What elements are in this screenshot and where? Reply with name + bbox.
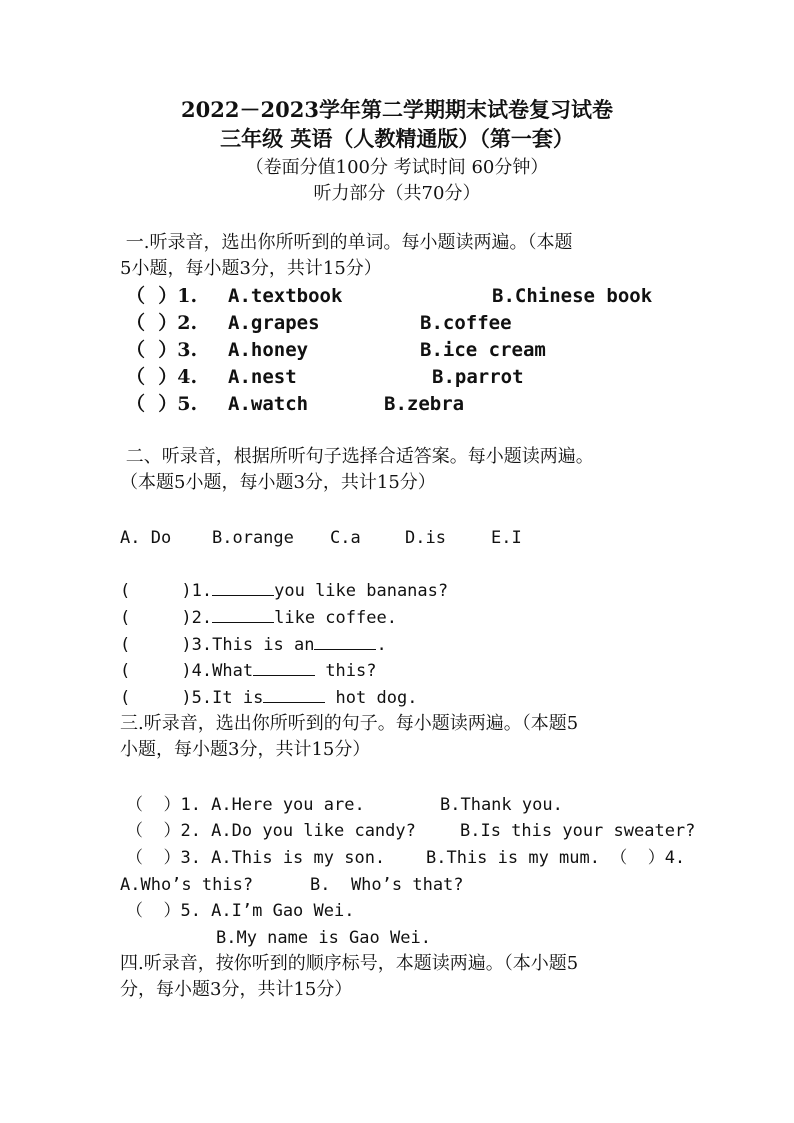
- section2-item-text-before: This is an: [212, 635, 315, 655]
- section3-line-right: B.Is this your sweater?: [460, 821, 696, 841]
- answer-blank: [212, 579, 274, 596]
- section2-item: [120, 606, 397, 630]
- section2-item-text-after: you like bananas?: [274, 581, 449, 601]
- section3-line-right: B.My name is Gao Wei.: [216, 928, 431, 948]
- answer-blank: [263, 686, 325, 703]
- section2-item-text-after: this?: [315, 661, 377, 681]
- section1-item-option-b: B.coffee: [420, 312, 512, 334]
- section1-item-prefix: （ ）3.: [126, 339, 198, 361]
- section1-item-option-b: B.Chinese book: [492, 285, 653, 307]
- section2-item-prefix: ( )5.: [120, 688, 213, 708]
- section2-item-text-after: hot dog.: [325, 688, 418, 708]
- section3-line-right: B.This is my mum. （ ）4.: [426, 848, 686, 868]
- exam-subtitle: 三年级 英语（人教精通版）（第一套）: [220, 126, 574, 151]
- section3-line-left: （ ）3. A.This is my son.: [126, 848, 386, 868]
- section3-line-left: （ ）1. A.Here you are.: [126, 795, 365, 815]
- section1-instruction-line1: 一.听录音，选出你所听到的单词。每小题读两遍。（本题: [120, 232, 573, 253]
- section2-item: [120, 633, 387, 657]
- section2-item: [120, 659, 377, 683]
- section1-item-option-a: A.grapes: [228, 312, 320, 334]
- section3-instruction-line1: 三.听录音，选出你所听到的句子。每小题读两遍。（本题5: [120, 713, 579, 734]
- section2-item-prefix: ( )2.: [120, 608, 213, 628]
- section1-item-prefix: （ ）2.: [126, 312, 198, 334]
- answer-blank: [253, 659, 315, 676]
- section2-option: E.I: [491, 528, 522, 548]
- section1-item-option-a: A.honey: [228, 339, 309, 361]
- section1-instruction-line2: 5小题，每小题3分，共计15分）: [120, 258, 382, 279]
- section2-instruction-line1: 二、听录音，根据所听句子选择合适答案。每小题读两遍。: [120, 446, 594, 467]
- listening-part-heading: 听力部分（共70分）: [313, 183, 481, 204]
- section1-item-prefix: （ ）5.: [126, 393, 198, 415]
- section2-item-text-before: It is: [212, 688, 264, 708]
- section1-item-option-b: B.ice cream: [420, 339, 546, 361]
- section3-line-left: A.Who’s this?: [120, 875, 254, 895]
- exam-title: 2022－2023学年第二学期期末试卷复习试卷: [181, 97, 613, 122]
- exam-info: （卷面分值100分 考试时间 60分钟）: [245, 157, 549, 178]
- section2-item-text-before: What: [212, 661, 254, 681]
- section2-item-prefix: ( )3.: [120, 635, 213, 655]
- section2-item-text-after: like coffee.: [274, 608, 397, 628]
- answer-blank: [314, 633, 376, 650]
- section2-item: [120, 686, 417, 710]
- section1-item-option-b: B.zebra: [384, 393, 465, 415]
- section2-instruction-line2: （本题5小题，每小题3分，共计15分）: [120, 472, 436, 493]
- section4-instruction-line1: 四.听录音，按你听到的顺序标号，本题读两遍。（本小题5: [120, 953, 579, 974]
- section2-option: A. Do: [120, 528, 172, 548]
- section2-item-text-after: .: [376, 635, 387, 655]
- section1-item-option-a: A.nest: [228, 366, 297, 388]
- section1-item-prefix: （ ）1.: [126, 285, 198, 307]
- section3-instruction-line2: 小题，每小题3分，共计15分）: [120, 739, 371, 760]
- section2-item-prefix: ( )1.: [120, 581, 213, 601]
- section3-line-left: （ ）2. A.Do you like candy?: [126, 821, 416, 841]
- section2-option: D.is: [405, 528, 446, 548]
- section2-item-prefix: ( )4.: [120, 661, 213, 681]
- section1-item-prefix: （ ）4.: [126, 366, 198, 388]
- section1-item-option-a: A.textbook: [228, 285, 343, 307]
- section1-item-option-a: A.watch: [228, 393, 309, 415]
- section1-item-option-b: B.parrot: [432, 366, 524, 388]
- section2-option: B.orange: [212, 528, 294, 548]
- section2-item: [120, 579, 448, 603]
- section3-line-right: B. Who’s that?: [310, 875, 464, 895]
- section3-line-left: （ ）5. A.I’m Gao Wei.: [126, 901, 355, 921]
- section2-option: C.a: [330, 528, 361, 548]
- answer-blank: [212, 606, 274, 623]
- section3-line-right: B.Thank you.: [440, 795, 563, 815]
- section4-instruction-line2: 分，每小题3分，共计15分）: [120, 979, 353, 1000]
